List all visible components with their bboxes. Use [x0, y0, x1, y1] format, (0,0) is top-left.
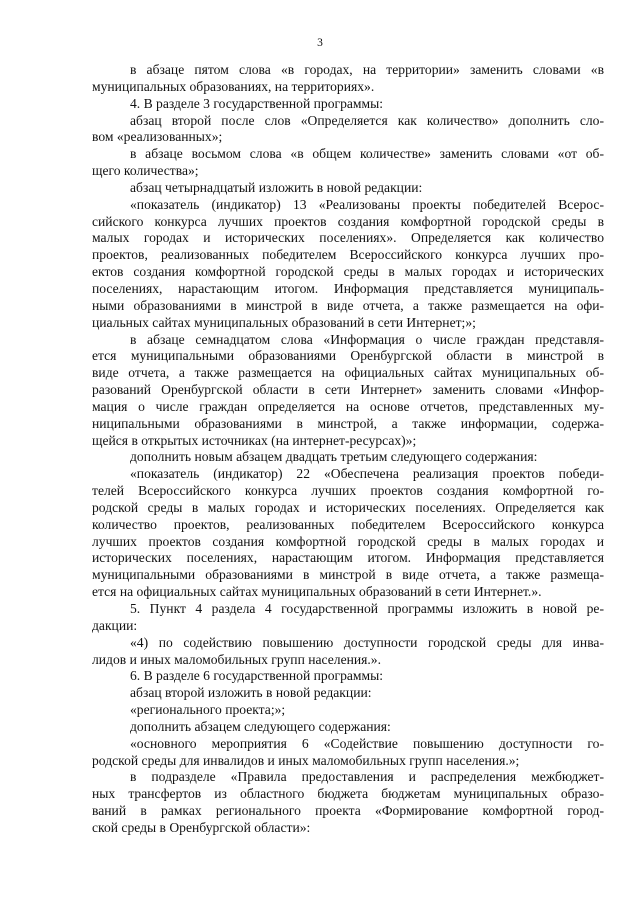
text-line: ниципальными образованиями в минстрой, а также информации, содержа-	[92, 415, 604, 431]
text-line: разований Оренбургской области в сети Интернет» заменить словами «Инфор-	[92, 382, 604, 398]
text-line: абзац второй изложить в новой редакции:	[130, 685, 372, 701]
text-line: щейся в открытых источниках (на интернет-ресурсах)»;	[92, 432, 417, 448]
text-line: поселениях, нарастающим итогом. Информация представляется муниципаль-	[92, 280, 604, 296]
text-line: «показатель (индикатор) 22 «Обеспечена реализация проектов победи-	[130, 466, 604, 482]
text-line: муниципальных образованиях, на территориях».	[92, 78, 375, 94]
text-line: исторических поселениях, нарастающим итогом. Информация представляется	[92, 550, 604, 566]
text-line: 5. Пункт 4 раздела 4 государственной программы изложить в новой ре-	[130, 601, 604, 616]
text-line: ектов создания комфортной городской среды в малых городах и исторических	[92, 264, 604, 280]
text-line: муниципальными образованиями в минстрой в виде отчета, а также размеща-	[92, 567, 604, 583]
text-line: малых городах и исторических поселениях». Определяется как количество	[92, 230, 604, 246]
text-line: сийского конкурса лучших проектов создания комфортной городской среды в	[92, 213, 604, 229]
text-line: вом «реализованных»;	[92, 129, 223, 145]
text-line: ется муниципальными образованиями Оренбургской области в минстрой в	[92, 348, 604, 364]
text-line: в абзаце семнадцатом слова «Информация о числе граждан представля-	[130, 331, 604, 347]
text-line: «показатель (индикатор) 13 «Реализованы проекты победителей Всерос-	[130, 196, 604, 212]
text-line: родской среды в малых городах и исторических поселениях. Определяется как	[92, 499, 604, 515]
text-line: «основного мероприятия 6 «Содействие повышению доступности го-	[130, 735, 604, 751]
text-line: количество проектов, реализованных победителем Всероссийского конкурса	[92, 516, 604, 532]
text-line: щего количества»;	[92, 163, 199, 179]
text-line: «4) по содействию повышению доступности городской среды для инва-	[130, 634, 604, 650]
page-number: 3	[317, 37, 323, 49]
text-line: телей Всероссийского конкурса лучших проектов создания комфортной го-	[92, 483, 604, 499]
text-line: лидов и иных маломобильных групп населения.».	[92, 651, 381, 667]
text-line: ными образованиями в минстрой в виде отчета, а также размещается на офи-	[92, 297, 604, 313]
text-line: ской среды в Оренбургской области»:	[92, 819, 311, 835]
text-line: мация о числе граждан определяется на основе отчетов, представленных му-	[92, 398, 604, 414]
text-line: абзац четырнадцатый изложить в новой редакции:	[130, 179, 423, 195]
text-line: в подразделе «Правила предоставления и распределения межбюджет-	[130, 769, 604, 785]
text-line: в абзаце восьмом слова «в общем количестве» заменить словами «от об-	[130, 146, 604, 162]
text-line: виде отчета, а также размещается на официальных сайтах муниципальных об-	[92, 365, 604, 381]
text-line: дополнить новым абзацем двадцать третьим следующего содержания:	[130, 449, 538, 465]
text-line: дакции:	[92, 617, 138, 633]
text-line: в абзаце пятом слова «в городах, на территории» заменить словами «в	[130, 62, 604, 77]
text-line: дополнить абзацем следующего содержания:	[130, 718, 391, 734]
text-line: родской среды для инвалидов и иных маломобильных групп населения.»;	[92, 752, 520, 768]
text-line: 4. В разделе 3 государственной программы:	[130, 95, 384, 111]
text-line: абзац второй после слов «Определяется как количество» дополнить сло-	[130, 112, 604, 128]
text-line: ных трансфертов из областного бюджета бюджетам муниципальных образо-	[92, 786, 604, 802]
text-line: 6. В разделе 6 государственной программы:	[130, 668, 384, 684]
text-line: циальных сайтах муниципальных образований в сети Интернет;»;	[92, 314, 476, 330]
text-line: лучших проектов создания комфортной городской среды в малых городах и	[92, 533, 604, 549]
text-line: ется на официальных сайтах муниципальных образований в сети Интернет.».	[92, 584, 542, 600]
text-line: ваний в рамках регионального проекта «Формирование комфортной город-	[92, 803, 604, 819]
text-line: «регионального проекта;»;	[130, 702, 286, 718]
text-line: проектов, реализованных победителем Всероссийского конкурса лучших про-	[92, 247, 604, 263]
document-body	[92, 62, 604, 837]
